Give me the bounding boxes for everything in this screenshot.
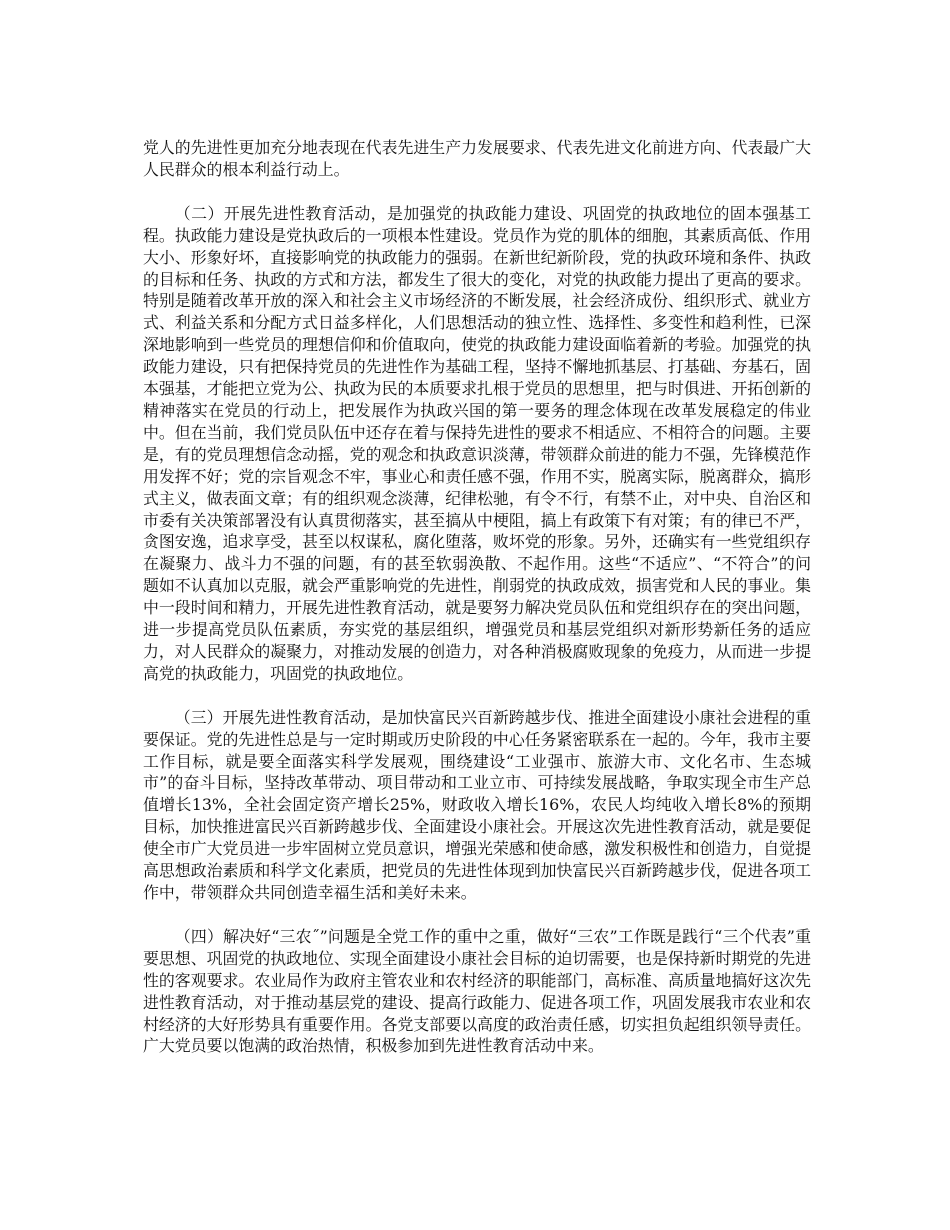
- paragraph-continuation: 党人的先进性更加充分地表现在代表先进生产力发展要求、代表先进文化前进方向、代表最广大人民群众的根本利益行动上。: [143, 138, 811, 179]
- paragraph-gap: [143, 685, 811, 707]
- paragraph-gap: [143, 181, 811, 203]
- paragraph-gap: [143, 904, 811, 926]
- paragraph-section-2: （二）开展先进性教育活动，是加强党的执政能力建设、巩固党的执政地位的固本强基工程。执政能力建设是党执政后的一项根本性建设。党员作为党的肌体的细胞，其素质高低、作用大小、形象好坏，直接影响党的执政能力的强弱。在新世纪新阶段，党的执政环境和条件、执政的目标和任务、执政的方式和方法，都发生了很大的变化，对党的执政能力提出了更高的要求。特别是随着改革开放的深入和社会主义市场经济的不断发展，社会经济成份、组织形式、就业方式、利益关系和分配方式日益多样化，人们思想活动的独立性、选择性、多变性和趋利性，已深深地影响到一些党员的理想信仰和价值取向，使党的执政能力建设面临着新的考验。加强党的执政能力建设，只有把保持党员的先进性作为基础工程，坚持不懈地抓基层、打基础、夯基石，固本强基，才能把立党为公、执政为民的本质要求扎根于党员的思想里，把与时俱进、开拓创新的精神落实在党员的行动上，把发展作为执政兴国的第一要务的理念体现在改革发展稳定的伟业中。但在当前，我们党员队伍中还存在着与保持先进性的要求不相适应、不相符合的问题。主要是，有的党员理想信念动摇，党的观念和执政意识淡薄，带领群众前进的能力不强，先锋模范作用发挥不好；党的宗旨观念不牢，事业心和责任感不强，作用不实，脱离实际，脱离群众，搞形式主义，做表面文章；有的组织观念淡薄，纪律松驰，有令不行，有禁不止，对中央、自治区和市委有关决策部署没有认真贯彻落实，甚至搞从中梗阻，搞上有政策下有对策；有的律已不严，贪图安逸，追求享受，甚至以权谋私，腐化堕落，败坏党的形象。另外，还确实有一些党组织存在凝聚力、战斗力不强的问题，有的甚至软弱涣散、不起作用。这些“不适应”、“不符合”的问题如不认真加以克服，就会严重影响党的先进性，削弱党的执政成效，损害党和人民的事业。集中一段时间和精力，开展先进性教育活动，就是要努力解决党员队伍和党组织存在的突出问题，进一步提高党员队伍素质，夯实党的基层组织，增强党员和基层党组织对新形势新任务的适应力，对人民群众的凝聚力，对推动发展的创造力，对各种消极腐败现象的免疫力，从而进一步提高党的执政能力，巩固党的执政地位。: [143, 203, 811, 683]
- document-page: [143, 137, 811, 1057]
- paragraph-section-4: （四）解决好“三农˝”问题是全党工作的重中之重，做好“三农”工作既是践行“三个代表”重要思想、巩固党的执政地位、实现全面建设小康社会目标的迫切需要，也是保持新时期党的先进性的客观要求。农业局作为政府主管农业和农村经济的职能部门，高标准、高质量地搞好这次先进性教育活动，对于推动基层党的建设、提高行政能力、促进各项工作，巩固发展我市农业和农村经济的大好形势具有重要作用。各党支部要以高度的政治责任感，切实担负起组织领导责任。广大党员要以饱满的政治热情，积极参加到先进性教育活动中来。: [143, 926, 811, 1056]
- paragraph-section-3: （三）开展先进性教育活动，是加快富民兴百新跨越步伐、推进全面建设小康社会进程的重要保证。党的先进性总是与一定时期或历史阶段的中心任务紧密联系在一起的。今年，我市主要工作目标，就是要全面落实科学发展观，围绕建设“工业强市、旅游大市、文化名市、生态城市”的奋斗目标，坚持改革带动、项目带动和工业立市、可持续发展战略，争取实现全市生产总值增长13%，全社会固定资产增长25%，财政收入增长16%，农民人均纯收入增长8%的预期目标，加快推进富民兴百新跨越步伐、全面建设小康社会。开展这次先进性教育活动，就是要促使全市广大党员进一步牢固树立党员意识，增强光荣感和使命感，激发积极性和创造力，自觉提高思想政治素质和科学文化素质，把党员的先进性体现到加快富民兴百新跨越步伐，促进各项工作中，带领群众共同创造幸福生活和美好未来。: [143, 707, 811, 902]
